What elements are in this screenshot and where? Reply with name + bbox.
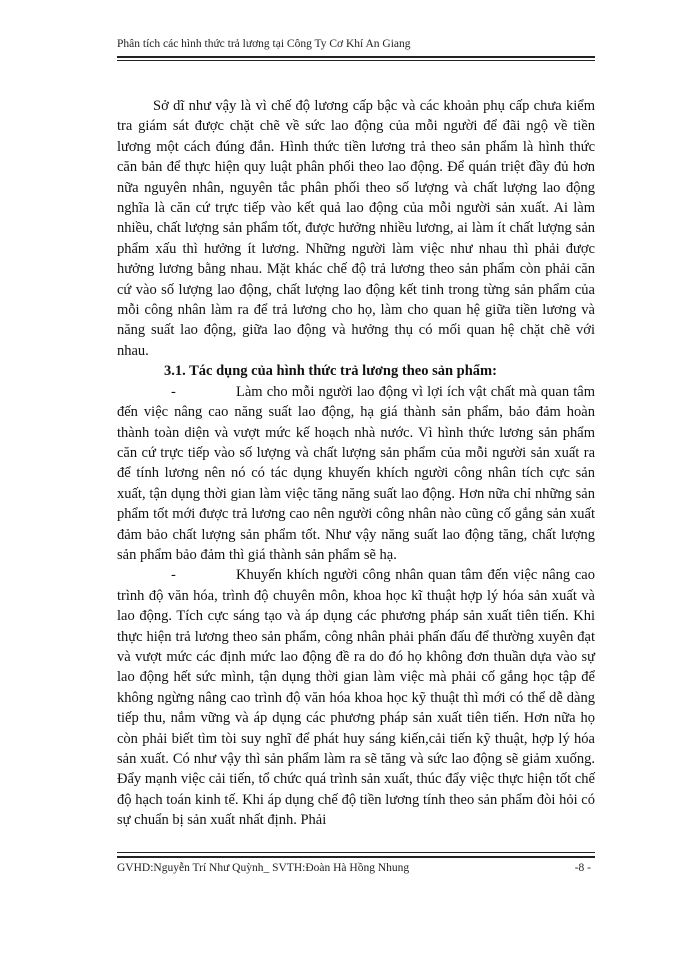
footer-rule <box>117 856 595 858</box>
section-heading: 3.1. Tác dụng của hình thức trả lương theo sản phẩm: <box>164 363 497 380</box>
footer-authors: GVHD:Nguyễn Trí Như Quỳnh_ SVTH:Đoàn Hà Hồng Nhung <box>117 862 410 874</box>
page-number: -8 - <box>574 862 591 874</box>
header-rule-thin <box>117 60 595 61</box>
bullet-text: Khuyến khích người công nhân quan tâm đến việc nâng cao trình độ văn hóa, trình độ chuyên môn, khoa học kĩ thuật hợp lý hóa sản xuất và lao động. Tích cực sáng tạo và áp dụng các phương pháp sản xuất tiên tiến. Khi thực hiện trả lương theo sản phẩm, công nhân phải phấn đấu để thường xuyên đạt và vượt mức các định mức lao động đề ra do đó họ không đơn thuần dựa vào sự lao động hết sức mình, tận dụng thời gian làm việc mà phải cố gắng học tập để không ngừng nâng cao trình độ văn hóa khoa học kỹ thuật thì mới có thể dễ dàng tiếp thu, nắm vững và áp dụng các phương pháp sản xuất tiên tiến. Hơn nữa họ còn phải biết tìm tòi suy nghĩ để phát huy sáng kiến,cải tiến kỹ thuật, hợp lý hóa sản xuất. Có như vậy thì sản phẩm làm ra sẽ tăng và sức lao động sẽ giảm xuống. Đẩy mạnh việc cải tiến, tổ chức quá trình sản xuất, thúc đẩy việc thực hiện tốt chế độ hạch toán kinh tế. Khi áp dụng chế độ tiền lương tính theo sản phẩm đòi hỏi có sự chuẩn bị sản xuất nhất định. Phải <box>117 567 595 829</box>
page-footer <box>117 862 595 874</box>
document-body <box>117 96 595 831</box>
footer-rule-thin <box>117 852 595 853</box>
bullet-text: Làm cho mỗi người lao động vì lợi ích vật chất mà quan tâm đến việc nâng cao năng suất lao động, hạ giá thành sản phẩm, bảo đảm hoàn thành toàn diện và vượt mức kế hoạch nhà nước. Vì hình thức lương sản phẩm căn cứ trực tiếp vào số lượng và chất lượng sản phẩm của mỗi người sản xuất ra để tính lương nên nó có tác dụng khuyến khích người công nhân tích cực sản xuất, tận dụng thời gian làm việc tăng năng suất lao động. Hơn nữa chỉ những sản phẩm tốt mới được trả lương cao nên người công nhân nào cũng cố gắng sản xuất đảm bảo chất lượng sản phẩm tốt. Như vậy năng suất lao động tăng, chất lượng sản phẩm bảo đảm thì giá thành sản phẩm sẽ hạ. <box>117 383 595 563</box>
body-paragraph: Sở dĩ như vậy là vì chế độ lương cấp bậc và các khoản phụ cấp chưa kiểm tra giám sát được chặt chẽ về sức lao động của mỗi người để đãi ngộ về tiền lương một cách đúng đắn. Hình thức tiền lương trả theo sản phẩm là hình thức căn bản để thực hiện quy luật phân phối theo lao động. Để quán triệt đầy đủ hơn nữa nguyên nhân, nguyên tắc phân phối theo số lượng và chất lượng lao động nghĩa là căn cứ trực tiếp vào kết quả lao động của mỗi người sản xuất. Ai làm nhiều, chất lượng sản phẩm tốt, được hưởng nhiều lương, ai làm ít chất lượng sản phẩm xấu thì hưởng ít lương. Những người làm việc như nhau thì phải được hưởng lương bằng nhau. Mặt khác chế độ trả lương theo sản phẩm còn phải căn cứ vào số lượng lao động, chất lượng lao động kết tinh trong từng sản phẩm của mỗi công nhân làm ra để trả lương cho họ, làm cho quan hệ giữa tiền lương và năng suất lao động, giữa lao động và hưởng thụ có mối quan hệ chặt chẽ với nhau. <box>117 98 595 359</box>
header-title: Phân tích các hình thức trả lương tại Công Ty Cơ Khí An Giang <box>117 38 411 50</box>
bullet-item <box>117 382 595 566</box>
page-header <box>117 38 595 50</box>
bullet-marker: - <box>171 567 176 584</box>
header-rule <box>117 56 595 58</box>
bullet-item <box>117 565 595 830</box>
bullet-marker: - <box>171 383 176 400</box>
